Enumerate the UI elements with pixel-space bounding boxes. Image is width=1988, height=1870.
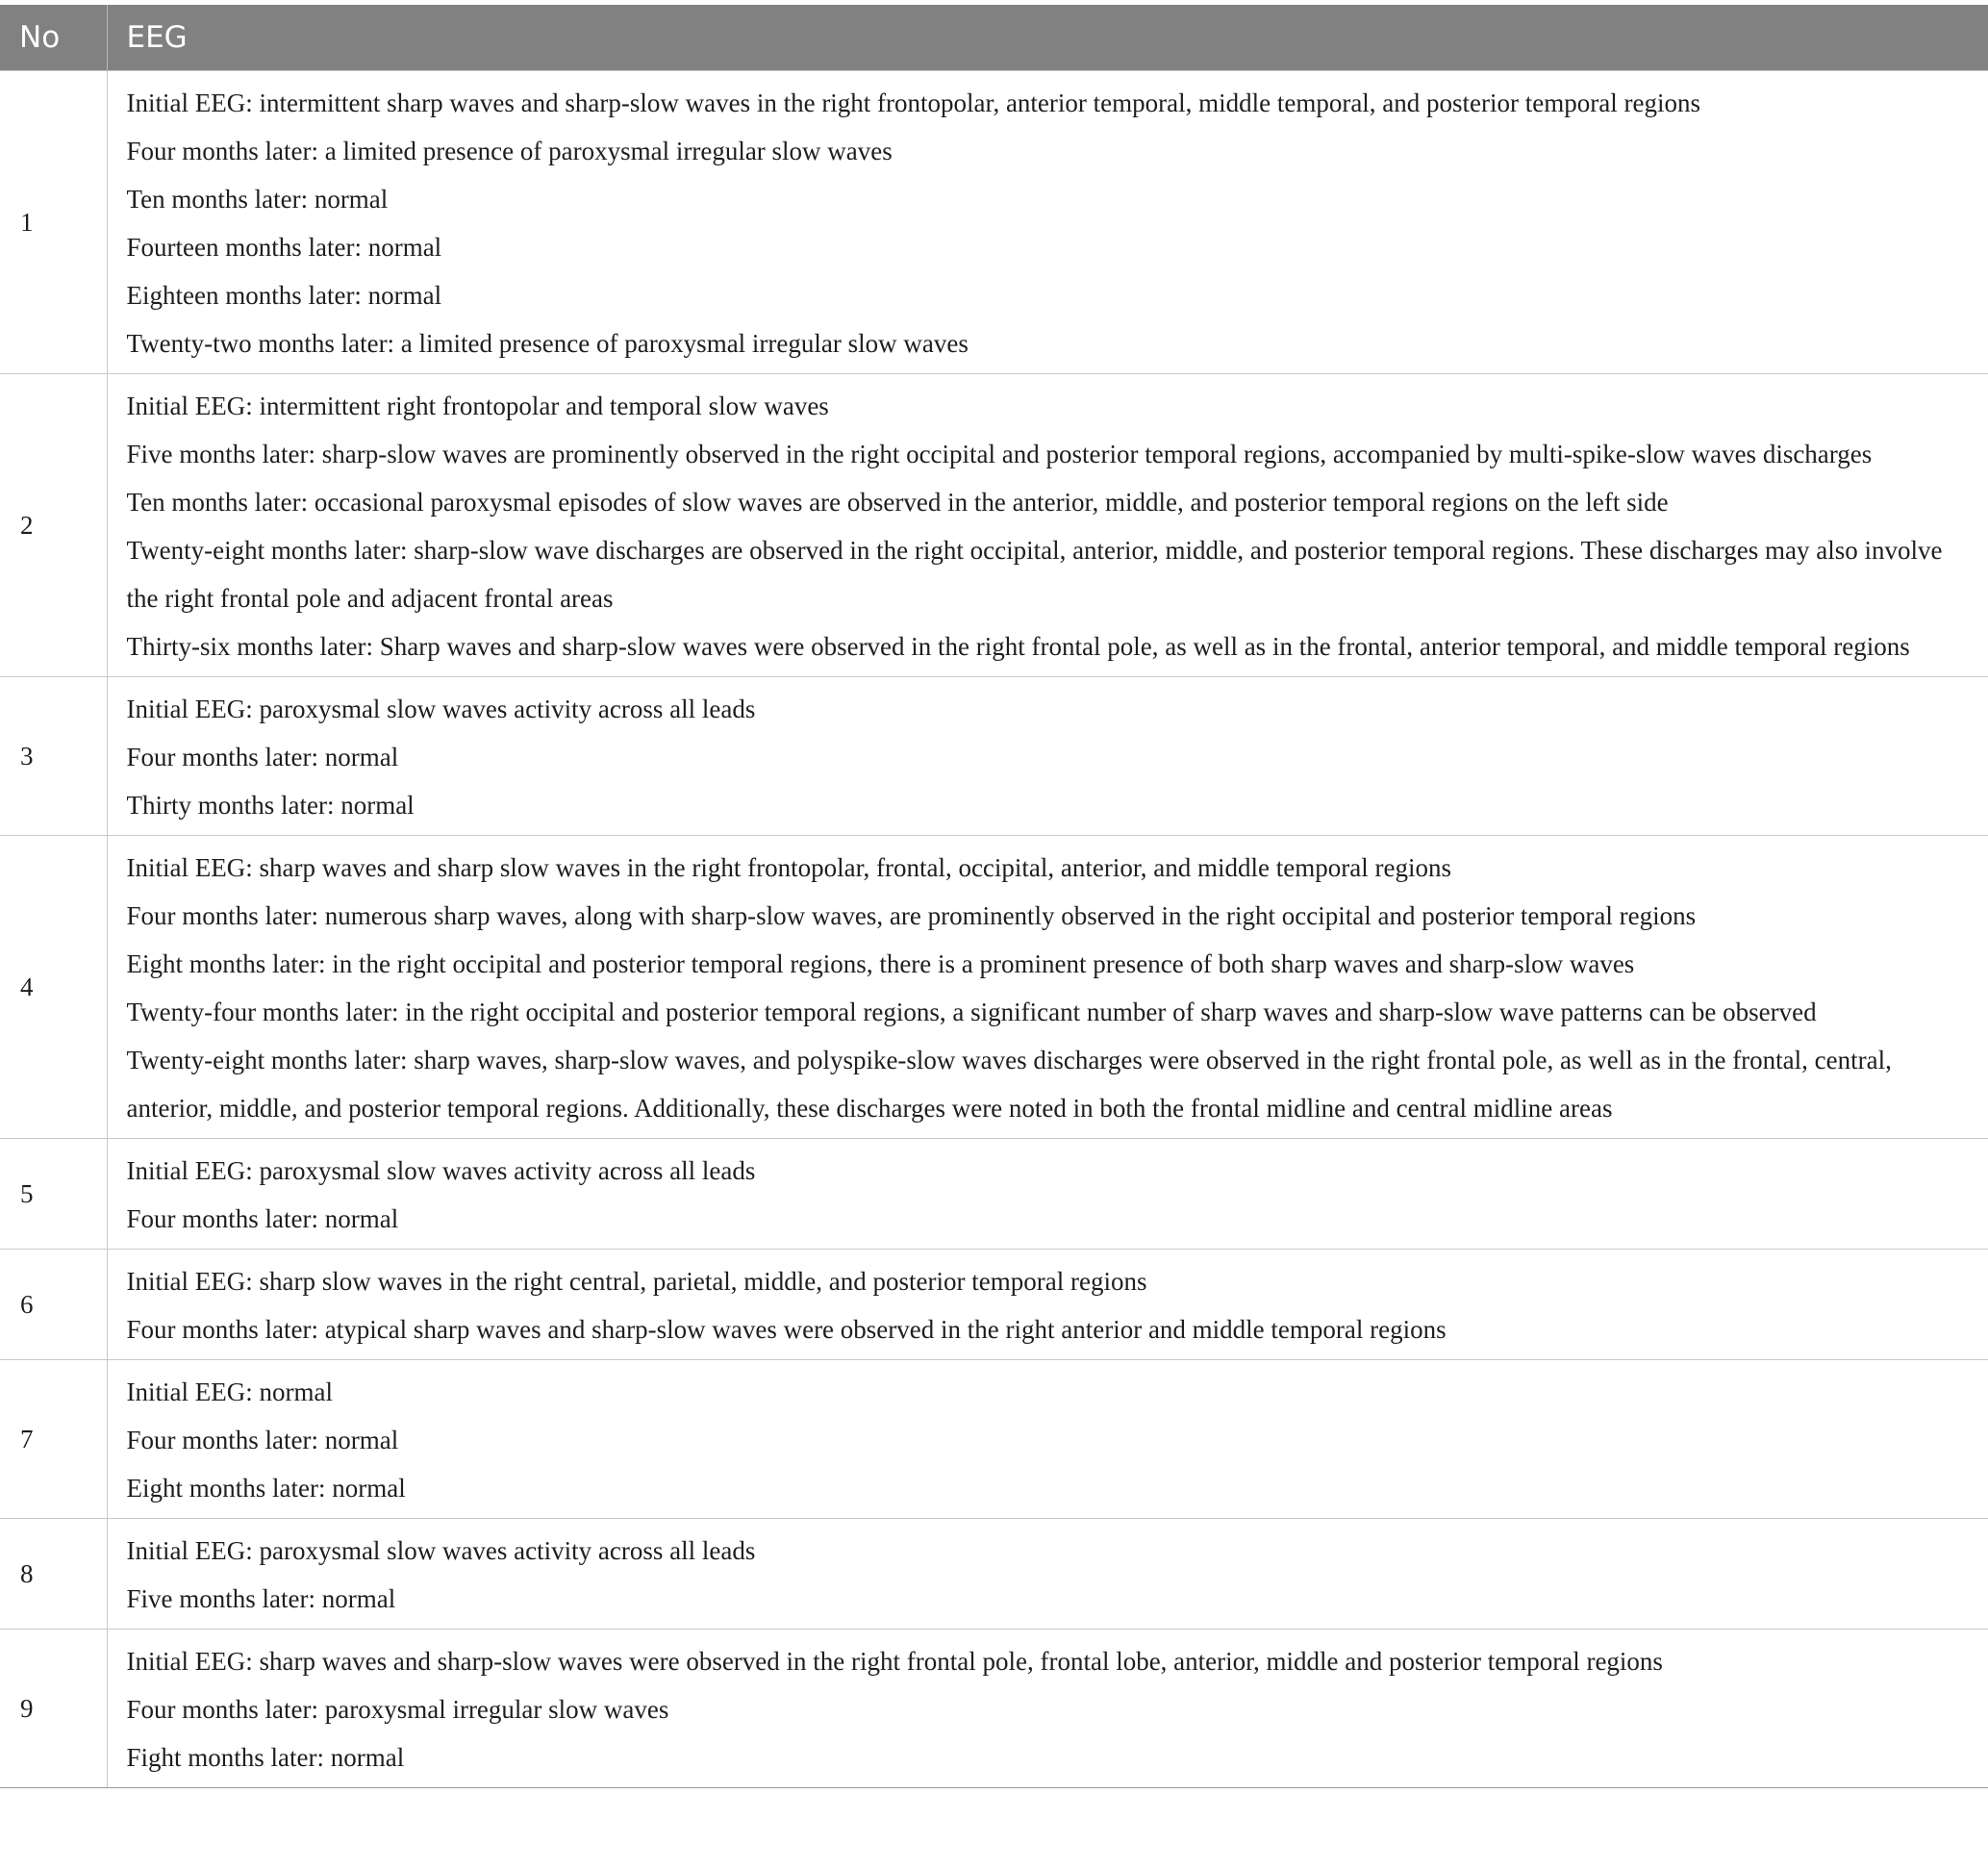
eeg-finding-line: Twenty-two months later: a limited presence of paroxysmal irregular slow waves: [126, 329, 969, 358]
row-number-cell: 6: [0, 1250, 107, 1360]
table-row: [0, 1139, 1988, 1250]
table-header: [0, 5, 1988, 71]
row-number-cell: 1: [0, 71, 107, 374]
column-header-eeg: EEG: [107, 5, 1988, 71]
eeg-finding-line: Initial EEG: intermittent sharp waves and sharp-slow waves in the right frontopolar, anterior temporal, middle temporal, and posterior temporal regions: [126, 88, 1700, 117]
row-number-cell: 4: [0, 836, 107, 1139]
eeg-finding-line: Eight months later: normal: [126, 1474, 406, 1503]
eeg-finding-line: Initial EEG: paroxysmal slow waves activity across all leads: [126, 695, 756, 723]
eeg-finding-line: Four months later: paroxysmal irregular slow waves: [126, 1695, 669, 1724]
eeg-findings-cell: [107, 677, 1988, 836]
eeg-findings-cell: [107, 374, 1988, 677]
eeg-finding-line: Initial EEG: paroxysmal slow waves activity across all leads: [126, 1536, 756, 1565]
eeg-finding-line: Eight months later: in the right occipital and posterior temporal regions, there is a prominent presence of both sharp waves and sharp-slow waves: [126, 949, 1635, 978]
eeg-finding-line: Twenty-eight months later: sharp waves, sharp-slow waves, and polyspike-slow waves discharges were observed in the right frontal pole, as well as in the frontal, central, anterior, middle, and posterior temporal regions. Additionally, these discharges were noted in both the frontal midline and central midline areas: [126, 1046, 1892, 1123]
eeg-findings-cell: [107, 1630, 1988, 1788]
eeg-findings-cell: [107, 836, 1988, 1139]
row-number-cell: 5: [0, 1139, 107, 1250]
eeg-finding-line: Twenty-four months later: in the right occipital and posterior temporal regions, a significant number of sharp waves and sharp-slow wave patterns can be observed: [126, 998, 1817, 1026]
eeg-findings-cell: [107, 1360, 1988, 1519]
eeg-findings-cell: [107, 71, 1988, 374]
table-row: [0, 1360, 1988, 1519]
table-row: [0, 1250, 1988, 1360]
eeg-finding-line: Thirty-six months later: Sharp waves and sharp-slow waves were observed in the right frontal pole, as well as in the frontal, anterior temporal, and middle temporal regions: [126, 632, 1910, 661]
row-number-cell: 3: [0, 677, 107, 836]
table-body: [0, 71, 1988, 1788]
row-number-cell: 8: [0, 1519, 107, 1630]
row-number-cell: 7: [0, 1360, 107, 1519]
eeg-finding-line: Initial EEG: normal: [126, 1377, 333, 1406]
eeg-finding-line: Initial EEG: intermittent right frontopolar and temporal slow waves: [126, 392, 829, 420]
eeg-finding-line: Four months later: normal: [126, 743, 399, 771]
table-row: [0, 374, 1988, 677]
table-row: [0, 1630, 1988, 1788]
header-row: [0, 5, 1988, 71]
eeg-finding-line: Four months later: normal: [126, 1426, 399, 1454]
column-header-no: No: [0, 5, 107, 71]
table-row: [0, 1519, 1988, 1630]
eeg-finding-line: Initial EEG: sharp waves and sharp-slow waves were observed in the right frontal pole, frontal lobe, anterior, middle and posterior temporal regions: [126, 1647, 1663, 1676]
eeg-finding-line: Ten months later: normal: [126, 185, 389, 214]
row-number-cell: 9: [0, 1630, 107, 1788]
eeg-findings-cell: [107, 1250, 1988, 1360]
eeg-finding-line: Fourteen months later: normal: [126, 233, 442, 262]
eeg-finding-line: Five months later: normal: [126, 1584, 396, 1613]
eeg-table-container: [0, 5, 1988, 1788]
eeg-finding-line: Fight months later: normal: [126, 1743, 405, 1772]
eeg-finding-line: Ten months later: occasional paroxysmal episodes of slow waves are observed in the anterior, middle, and posterior temporal regions on the left side: [126, 488, 1669, 517]
eeg-finding-line: Initial EEG: sharp slow waves in the right central, parietal, middle, and posterior temporal regions: [126, 1267, 1147, 1296]
eeg-finding-line: Five months later: sharp-slow waves are prominently observed in the right occipital and posterior temporal regions, accompanied by multi-spike-slow waves discharges: [126, 440, 1873, 468]
eeg-finding-line: Four months later: atypical sharp waves and sharp-slow waves were observed in the right anterior and middle temporal regions: [126, 1315, 1447, 1344]
eeg-finding-line: Four months later: a limited presence of paroxysmal irregular slow waves: [126, 137, 893, 165]
eeg-table: [0, 5, 1988, 1788]
table-row: [0, 71, 1988, 374]
eeg-finding-line: Twenty-eight months later: sharp-slow wave discharges are observed in the right occipital, anterior, middle, and posterior temporal regions. These discharges may also involve the right frontal pole and adjacent frontal areas: [126, 536, 1943, 613]
eeg-findings-cell: [107, 1139, 1988, 1250]
eeg-findings-cell: [107, 1519, 1988, 1630]
table-row: [0, 677, 1988, 836]
eeg-finding-line: Four months later: numerous sharp waves, along with sharp-slow waves, are prominently observed in the right occipital and posterior temporal regions: [126, 901, 1697, 930]
table-row: [0, 836, 1988, 1139]
eeg-finding-line: Four months later: normal: [126, 1204, 399, 1233]
eeg-finding-line: Initial EEG: paroxysmal slow waves activity across all leads: [126, 1156, 756, 1185]
eeg-finding-line: Initial EEG: sharp waves and sharp slow waves in the right frontopolar, frontal, occipital, anterior, and middle temporal regions: [126, 853, 1451, 882]
eeg-finding-line: Eighteen months later: normal: [126, 281, 442, 310]
row-number-cell: 2: [0, 374, 107, 677]
eeg-finding-line: Thirty months later: normal: [126, 791, 415, 820]
